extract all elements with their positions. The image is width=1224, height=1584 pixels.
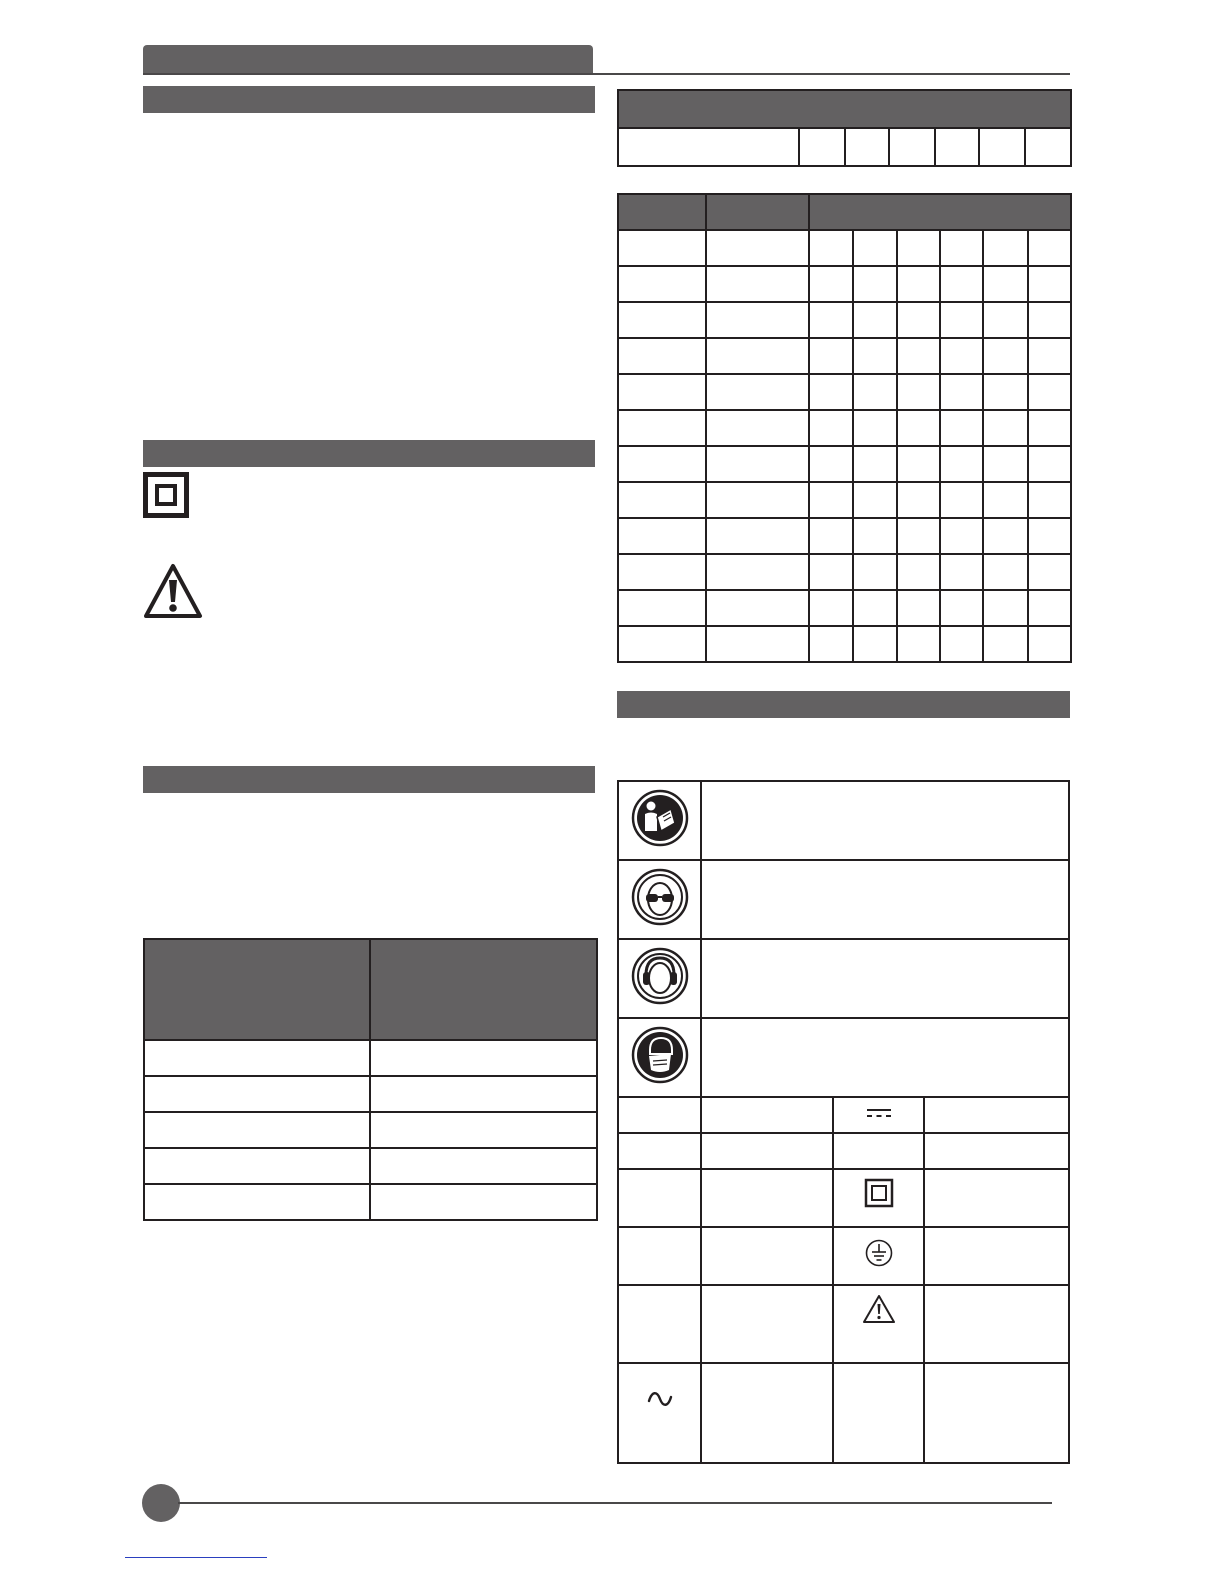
table-cell (144, 1148, 370, 1184)
symbol-row-double-insulation (618, 1169, 1069, 1227)
symbol-description-cell (701, 1169, 833, 1227)
table-row (144, 1040, 597, 1076)
table-cell (1028, 266, 1071, 302)
table-cell (940, 482, 983, 518)
table-header-cell (809, 194, 1071, 230)
symbol-cell (833, 1363, 924, 1463)
double-insulation-square-icon (143, 472, 189, 518)
table-cell (897, 482, 940, 518)
symbol-cell (618, 1363, 701, 1463)
table-row (618, 374, 1071, 410)
table-cell (1028, 410, 1071, 446)
table-cell (706, 446, 809, 482)
table-cell (940, 446, 983, 482)
table-cell (983, 410, 1028, 446)
table-cell (853, 554, 897, 590)
table-cell (809, 338, 853, 374)
table-cell (979, 128, 1025, 166)
symbol-row-eye-protection (618, 860, 1069, 939)
table-cell (853, 230, 897, 266)
alternating-current-icon (646, 1388, 674, 1410)
table-header-cell (144, 939, 370, 1040)
table-cell (853, 338, 897, 374)
table-cell (1028, 590, 1071, 626)
table-cell (853, 518, 897, 554)
symbol-description-cell (701, 1018, 1069, 1097)
table-cell (809, 230, 853, 266)
symbol-row-warning (618, 1285, 1069, 1363)
table-cell (983, 374, 1028, 410)
table-cell (1028, 446, 1071, 482)
table-cell (845, 128, 889, 166)
ear-protection-icon (631, 947, 689, 1005)
table-cell (897, 554, 940, 590)
table-cell (370, 1040, 597, 1076)
table-cell (370, 1148, 597, 1184)
symbol-cell (618, 1169, 701, 1227)
symbol-cell (833, 1133, 924, 1169)
table-cell (618, 626, 706, 662)
table-cell (897, 626, 940, 662)
double-insulation-square-icon (864, 1178, 894, 1208)
table-row (618, 230, 1071, 266)
table-cell (618, 230, 706, 266)
table-cell (940, 230, 983, 266)
dust-mask-icon (631, 1026, 689, 1084)
table-cell (983, 554, 1028, 590)
table-cell (706, 626, 809, 662)
symbol-row-ac (618, 1363, 1069, 1463)
section-bar-3 (143, 766, 595, 793)
table-cell (618, 446, 706, 482)
header-tab (143, 45, 593, 75)
symbol-description-cell (701, 1097, 833, 1133)
table-cell (370, 1076, 597, 1112)
table-cell (809, 554, 853, 590)
table-cell (983, 446, 1028, 482)
read-manual-icon (631, 789, 689, 847)
table-cell (809, 518, 853, 554)
table-cell (897, 338, 940, 374)
symbol-description-cell (924, 1133, 1069, 1169)
table-row (144, 1148, 597, 1184)
symbol-row (618, 1133, 1069, 1169)
table-cell (1028, 230, 1071, 266)
table-cell (809, 482, 853, 518)
table-cell (940, 590, 983, 626)
table-cell (809, 590, 853, 626)
symbol-description-cell (701, 1133, 833, 1169)
table-cell (853, 410, 897, 446)
table-cell (706, 518, 809, 554)
table-cell (897, 302, 940, 338)
table-cell (809, 446, 853, 482)
table-cell (618, 590, 706, 626)
table-cell (144, 1112, 370, 1148)
symbol-cell (618, 1227, 701, 1285)
section-bar-1 (143, 86, 595, 113)
table-cell (799, 128, 845, 166)
symbol-cell (618, 939, 701, 1018)
symbol-row-dust-mask (618, 1018, 1069, 1097)
table-cell (983, 626, 1028, 662)
table-cell (370, 1184, 597, 1220)
table-cell (897, 590, 940, 626)
table-cell (706, 302, 809, 338)
footer-rule (178, 1502, 1052, 1504)
table-row (618, 626, 1071, 662)
table-cell (144, 1184, 370, 1220)
table-row (144, 1112, 597, 1148)
table-cell (853, 446, 897, 482)
table-cell (853, 374, 897, 410)
table-cell (940, 518, 983, 554)
table-cell (940, 410, 983, 446)
warning-triangle-icon (862, 1294, 896, 1324)
table-cell (618, 128, 799, 166)
symbol-description-cell (701, 1285, 833, 1363)
table-cell (618, 338, 706, 374)
table-cell (1025, 128, 1071, 166)
symbol-cell (618, 1133, 701, 1169)
table-cell (706, 266, 809, 302)
table-cell (706, 374, 809, 410)
table-cell (618, 482, 706, 518)
table-cell (940, 626, 983, 662)
table-cell (983, 230, 1028, 266)
table-cell (706, 230, 809, 266)
direct-current-icon (865, 1106, 893, 1120)
symbols-table (617, 780, 1070, 1464)
symbol-description-cell (924, 1285, 1069, 1363)
table-cell (618, 410, 706, 446)
table-cell (706, 338, 809, 374)
symbol-row-dc (618, 1097, 1069, 1133)
table-cell (809, 266, 853, 302)
table-cell (983, 482, 1028, 518)
warning-triangle-icon (142, 562, 204, 620)
table-cell (853, 302, 897, 338)
page-number-circle (142, 1484, 180, 1522)
table-cell (983, 518, 1028, 554)
table-cell (940, 374, 983, 410)
table-cell (1028, 518, 1071, 554)
table-cell (618, 554, 706, 590)
table-cell (1028, 302, 1071, 338)
table-row (618, 482, 1071, 518)
header-rule (143, 73, 1070, 75)
table-row (144, 1184, 597, 1220)
table-cell (618, 266, 706, 302)
table-row (618, 446, 1071, 482)
symbol-cell (618, 860, 701, 939)
table-cell (1028, 626, 1071, 662)
section-bar-4 (617, 691, 1070, 718)
table-row (618, 302, 1071, 338)
symbol-cell (618, 781, 701, 860)
table-row (618, 128, 1071, 166)
table-cell (897, 518, 940, 554)
symbol-row-earth (618, 1227, 1069, 1285)
table-cell (940, 554, 983, 590)
table-cell (706, 554, 809, 590)
table-header-row (618, 194, 1071, 230)
table-cell (809, 374, 853, 410)
table-row (618, 266, 1071, 302)
symbol-description-cell (924, 1097, 1069, 1133)
table-header-row (144, 939, 597, 1040)
table-row (618, 338, 1071, 374)
table-cell (809, 626, 853, 662)
footer-link-underline (125, 1557, 267, 1558)
table-cell (144, 1076, 370, 1112)
table-cell (940, 338, 983, 374)
table-cell (1028, 374, 1071, 410)
table-cell (897, 230, 940, 266)
table-header-cell (370, 939, 597, 1040)
table-cell (889, 128, 935, 166)
protective-earth-icon (864, 1238, 894, 1268)
table-cell (940, 266, 983, 302)
table-cell (935, 128, 979, 166)
table-row (618, 410, 1071, 446)
symbol-row-ear-protection (618, 939, 1069, 1018)
eye-protection-icon (631, 868, 689, 926)
table-cell (144, 1040, 370, 1076)
table-cell (370, 1112, 597, 1148)
table-cell (618, 302, 706, 338)
symbol-cell (833, 1169, 924, 1227)
symbol-cell (833, 1097, 924, 1133)
table-cell (983, 338, 1028, 374)
symbol-description-cell (701, 1227, 833, 1285)
symbol-description-cell (924, 1227, 1069, 1285)
symbol-row-read-manual (618, 781, 1069, 860)
right-table-1 (617, 89, 1072, 167)
symbol-description-cell (701, 1363, 833, 1463)
symbol-cell (618, 1018, 701, 1097)
symbol-cell (618, 1097, 701, 1133)
table-cell (809, 410, 853, 446)
table-cell (983, 302, 1028, 338)
symbol-cell (618, 1285, 701, 1363)
table-header-cell (618, 90, 1071, 128)
table-row (618, 518, 1071, 554)
table-cell (809, 302, 853, 338)
table-cell (706, 482, 809, 518)
symbol-description-cell (701, 939, 1069, 1018)
table-header-cell (618, 194, 706, 230)
table-cell (618, 518, 706, 554)
table-cell (706, 410, 809, 446)
table-cell (1028, 554, 1071, 590)
table-cell (897, 446, 940, 482)
symbol-description-cell (924, 1363, 1069, 1463)
table-cell (940, 302, 983, 338)
symbol-cell (833, 1285, 924, 1363)
table-row (618, 590, 1071, 626)
table-cell (853, 482, 897, 518)
table-header-cell (706, 194, 809, 230)
table-cell (983, 266, 1028, 302)
section-bar-2 (143, 440, 595, 467)
table-cell (983, 590, 1028, 626)
right-table-2 (617, 193, 1072, 663)
table-cell (897, 374, 940, 410)
symbol-description-cell (701, 860, 1069, 939)
table-cell (897, 266, 940, 302)
left-table (143, 938, 598, 1221)
table-cell (853, 590, 897, 626)
table-cell (853, 266, 897, 302)
table-cell (1028, 338, 1071, 374)
table-cell (706, 590, 809, 626)
table-header-row (618, 90, 1071, 128)
table-cell (853, 626, 897, 662)
table-row (144, 1076, 597, 1112)
table-cell (1028, 482, 1071, 518)
table-row (618, 554, 1071, 590)
symbol-description-cell (701, 781, 1069, 860)
table-cell (897, 410, 940, 446)
symbol-cell (833, 1227, 924, 1285)
symbol-description-cell (924, 1169, 1069, 1227)
table-cell (618, 374, 706, 410)
